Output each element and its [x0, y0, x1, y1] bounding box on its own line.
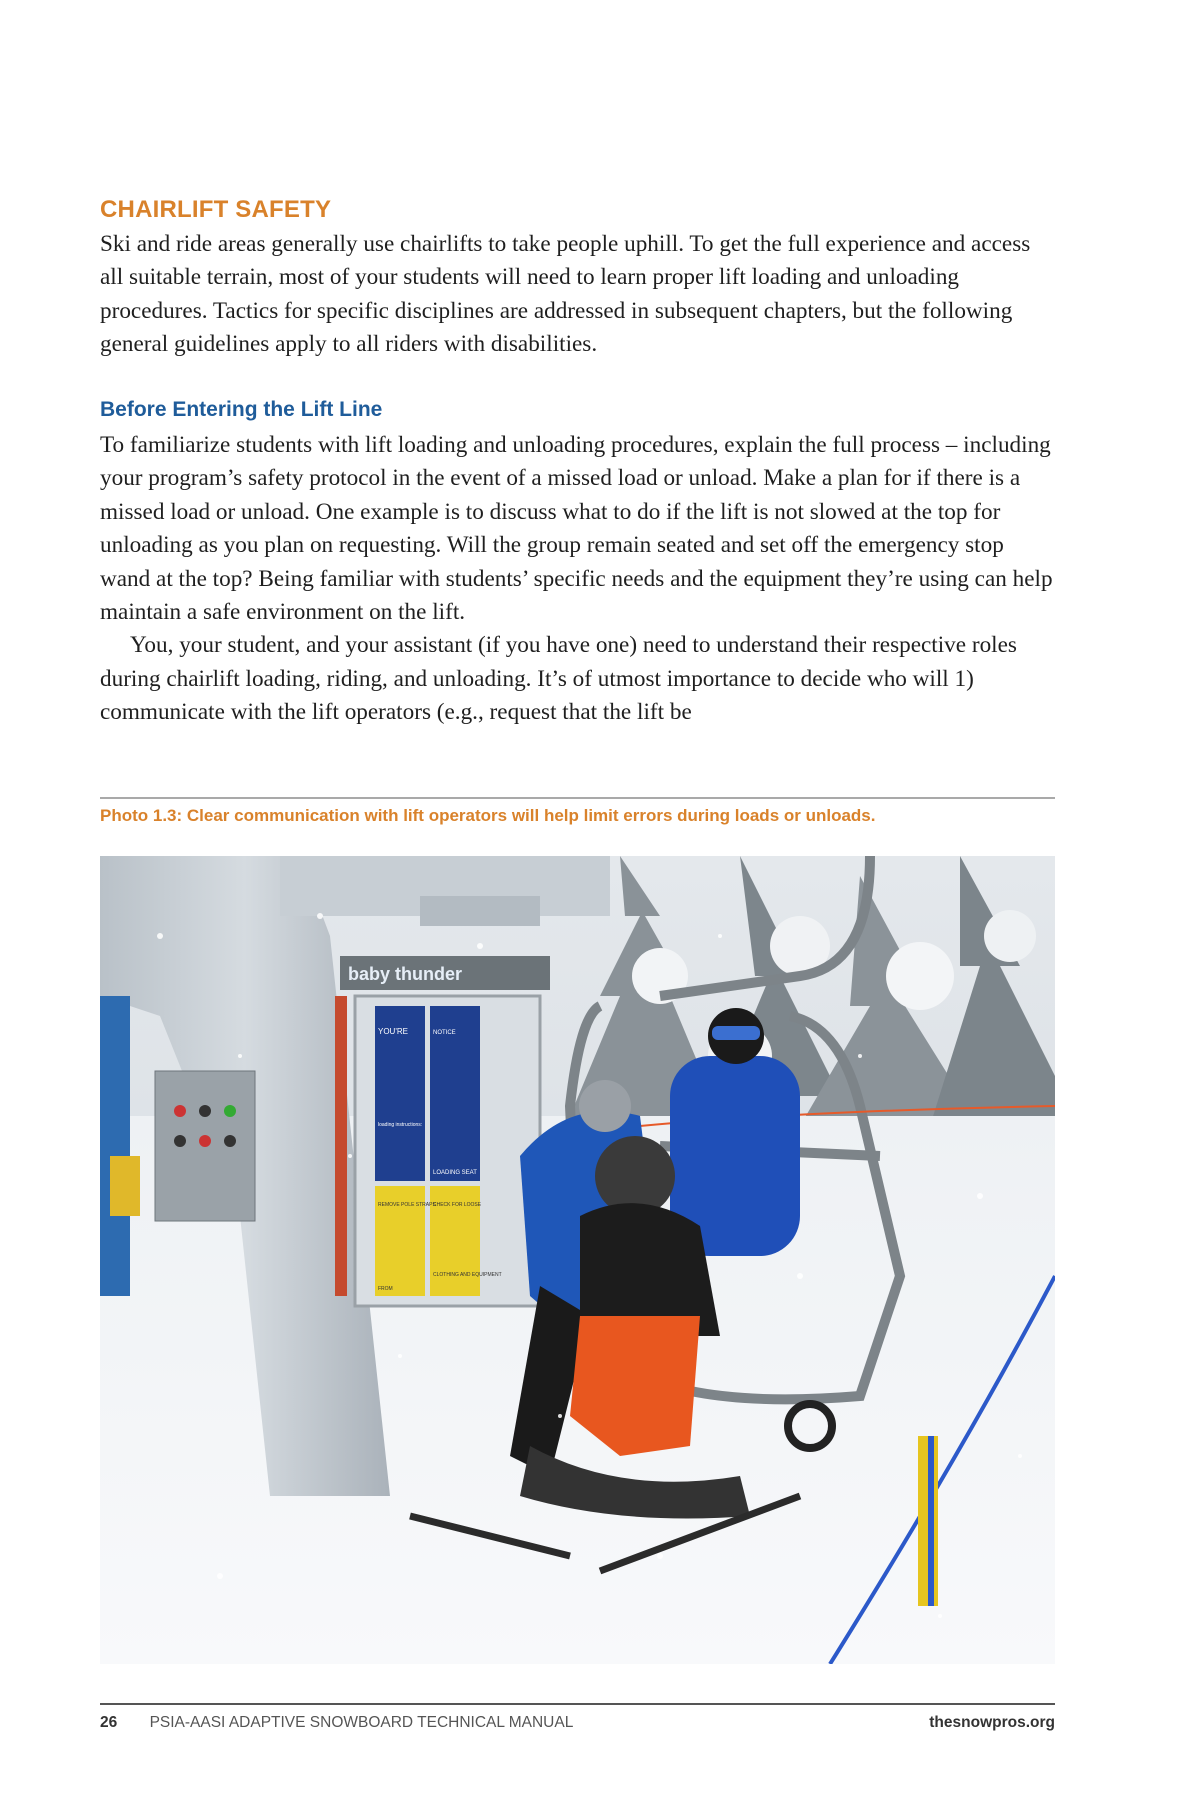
panel-text: NOTICE [433, 1030, 456, 1036]
chairlift-photo [100, 856, 1055, 1664]
footer-divider [100, 1703, 1055, 1705]
page-footer [100, 1714, 1055, 1732]
footer-left [100, 1714, 573, 1732]
lift-sign-text: baby thunder [348, 964, 463, 984]
panel-text: CHECK FOR LOOSE [433, 1202, 482, 1208]
panel-text: FROM [378, 1286, 393, 1292]
blue-box [100, 996, 130, 1296]
caption-divider [100, 797, 1055, 799]
page-number: 26 [100, 1714, 118, 1731]
paragraph-text: Ski and ride areas generally use chairlifts to take people uphill. To get the full experience and access all suitable terrain, most of your students will need to learn proper lift loading and unloading procedures. Tactics for specific disciplines are addressed in subsequent chapters, but the following general guidelines apply to all riders with disabilities. [100, 231, 1031, 358]
paragraph-text: You, your student, and your assistant (if you have one) need to understand their respective roles during chairlift loading, riding, and unloading. It’s of utmost importance to decide who will 1) communicate with the lift operators (e.g., request that the lift be [100, 632, 1017, 726]
panel-text: loading instructions: [378, 1122, 423, 1128]
subsection-heading: Before Entering the Lift Line [100, 398, 383, 421]
photo-caption: Photo 1.3: Clear communication with lift operators will help limit errors during loads or unloads. [100, 806, 876, 825]
section-paragraph [100, 228, 1055, 362]
panel-text: YOU'RE [378, 1027, 408, 1036]
panel-text: CLOTHING AND EQUIPMENT [433, 1272, 502, 1278]
publication-title: PSIA-AASI ADAPTIVE SNOWBOARD TECHNICAL MANUAL [149, 1714, 574, 1731]
lift-signs [335, 956, 550, 1306]
panel-text: LOADING SEAT [433, 1170, 477, 1176]
section-heading: CHAIRLIFT SAFETY [100, 196, 332, 223]
website-link[interactable]: thesnowpros.org [929, 1714, 1055, 1731]
panel-text: REMOVE POLE STRAPS [378, 1202, 436, 1208]
paragraph-text: To familiarize students with lift loading and unloading procedures, explain the full process – including your program’s safety protocol in the event of a missed load or unload. Make a plan for if there is a missed load or unload. One example is to discuss what to do if the lift is not slowed at the top for unloading as you plan on requesting. Will the group remain seated and set off the emergency stop wand at the top? Being familiar with students’ specific needs and the equipment they’re using can help maintain a safe environment on the lift. [100, 432, 1053, 626]
subsection-body [100, 429, 1055, 730]
